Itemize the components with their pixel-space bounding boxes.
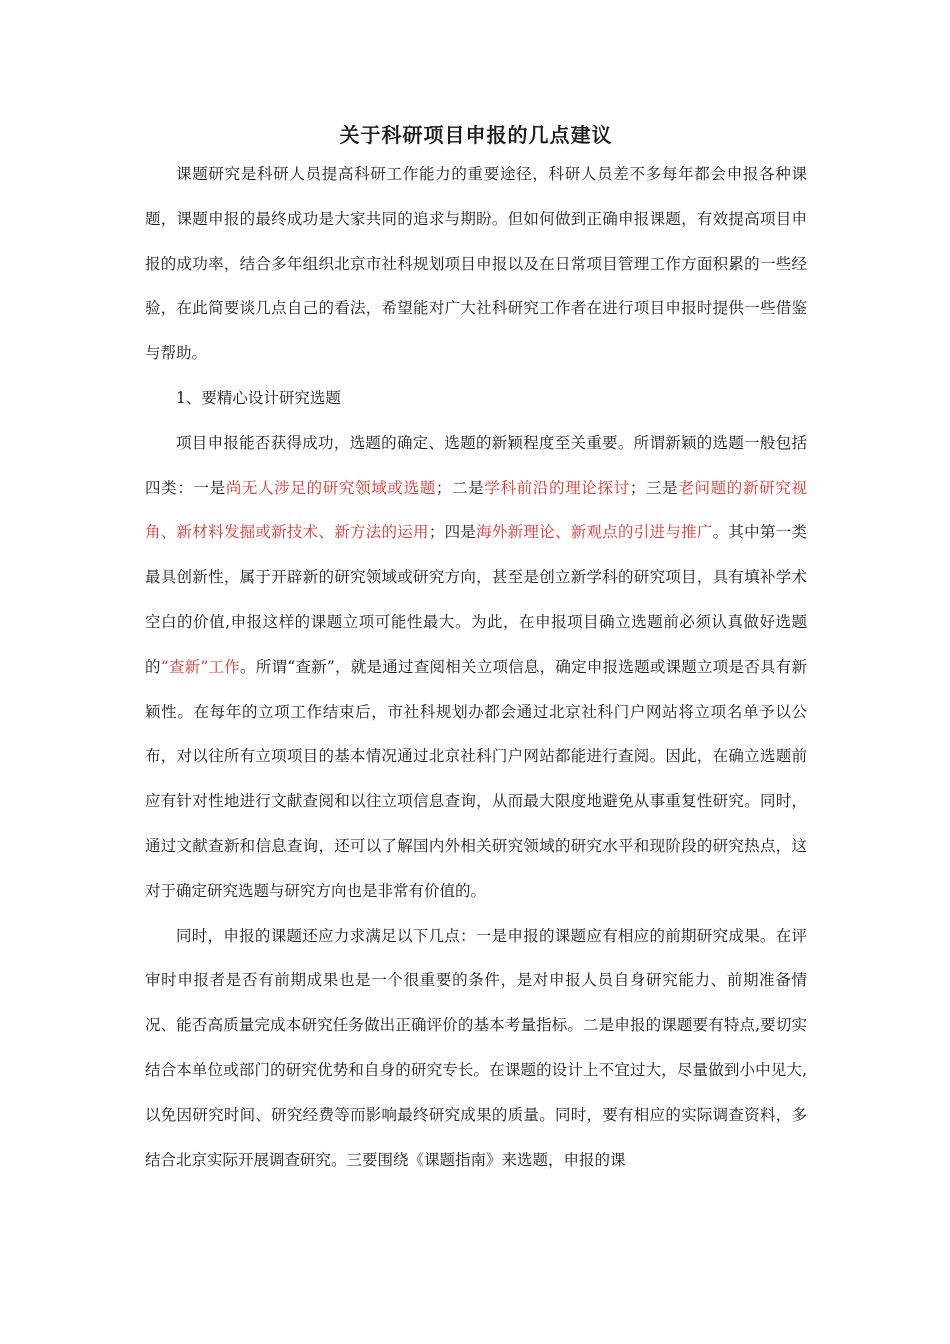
highlight-overseas-theory: 海外新理论、新观点的引进与推广 [476,523,713,542]
topic-selection-paragraph [145,421,807,914]
highlight-frontier-theory: 学科前沿的理论探讨 [484,478,630,497]
highlight-new-perspective: 老问题的新研究视角、新材料发掘或新技术、新方法的运用 [145,478,807,542]
text-run: ；三是 [629,478,679,497]
highlight-unexplored-field: 尚无人涉足的研究领域或选题 [225,478,436,497]
document-title: 关于科研项目申报的几点建议 [339,123,613,147]
text-run: 。其中第一类最具创新性，属于开辟新的研究领域或研究方向，甚至是创立新学科的研究项目，具有填补学术空白的价值,申报这样的课题立项可能性最大。为此，在申报项目确立选题前必须认真做好选题的 [145,523,807,676]
highlight-novelty-check: “查新”工作 [160,657,241,676]
text-run: ；四是 [428,523,477,542]
text-run: ；二是 [435,478,485,497]
text-run: 。所谓“查新”，就是通过查阅相关立项信息，确定申报选题或课题立项是否具有新颖性。在每年的立项工作结束后，市社科规划办都会通过北京社科门户网站将立项名单予以公布，对以往所有立项项目的基本情况通过北京社科门户网站都能进行查阅。因此，在确立选题前应有针对性地进行文献查阅和以往立项信息查询，从而最大限度地避免从事重复性研究。同时，通过文献查新和信息查询，还可以了解国内外相关研究领域的研究水平和现阶段的研究热点，这对于确定研究选题与研究方向也是非常有价值的。 [145,657,807,900]
requirements-paragraph: 同时，申报的课题还应力求满足以下几点：一是申报的课题应有相应的前期研究成果。在评审时申报者是否有前期成果也是一个很重要的条件，是对申报人员自身研究能力、前期准备情况、能否高质量完成本研究任务做出正确评价的基本考量指标。二是申报的课题要有特点,要切实结合本单位或部门的研究优势和自身的研究专长。在课题的设计上不宜过大，尽量做到小中见大,以免因研究时间、研究经费等而影响最终研究成果的质量。同时，要有相应的实际调查资料，多结合北京实际开展调查研究。三要围绕《课题指南》来选题，申报的课 [145,926,807,1169]
text-run: 项目申报能否获得成功，选题的确定、选题的新颖程度至关重要。所谓新颖的选题一般包括四类：一是 [145,433,807,497]
intro-paragraph: 课题研究是科研人员提高科研工作能力的重要途径，科研人员差不多每年都会申报各种课题，课题申报的最终成功是大家共同的追求与期盼。但如何做到正确申报课题，有效提高项目申报的成功率，结合多年组织北京市社科规划项目申报以及在日常项目管理工作方面积累的一些经验，在此简要谈几点自己的看法，希望能对广大社科研究工作者在进行项目申报时提供一些借鉴与帮助。 [145,165,807,363]
section-1-heading: 1、要精心设计研究选题 [176,388,341,407]
document-page [145,118,807,1182]
